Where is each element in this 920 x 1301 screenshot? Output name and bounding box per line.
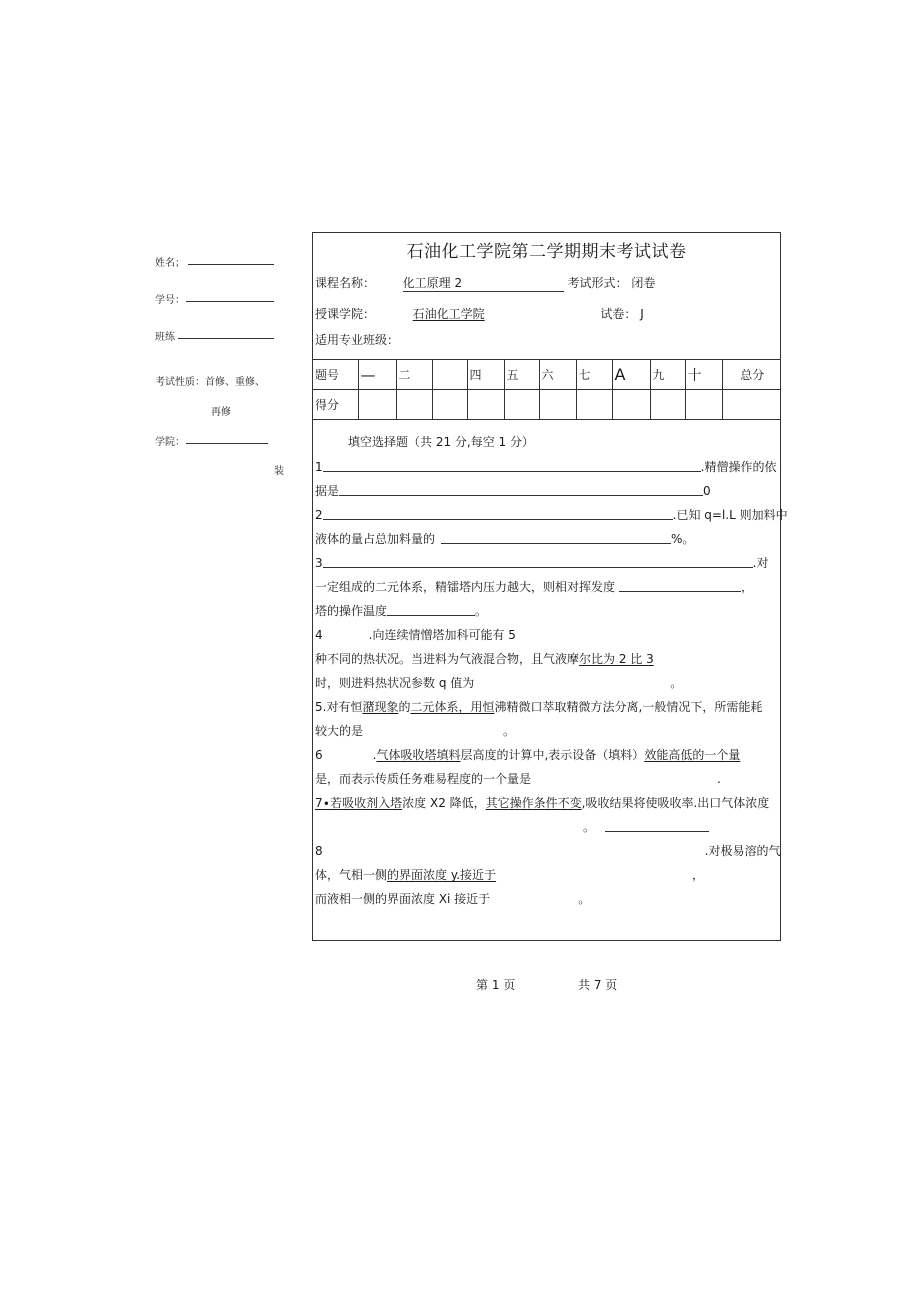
exam-paper-frame xyxy=(312,232,788,941)
question-6: 6 .气体吸收塔填料层高度的计算中,表示设备（填料）效能高低的一个量 xyxy=(315,748,741,762)
teaching-college-value: 石油化工学院 xyxy=(412,307,485,321)
score-cell[interactable] xyxy=(722,390,780,420)
header-cell: 十 xyxy=(685,360,722,390)
score-cell[interactable] xyxy=(539,390,576,420)
score-cell[interactable] xyxy=(432,390,467,420)
exam-type-label: 考试性质：首修、重修、 xyxy=(155,377,265,388)
score-cell[interactable] xyxy=(612,390,650,420)
header-cell: 二 xyxy=(396,360,432,390)
page-total: 共 7 页 xyxy=(578,978,618,992)
header-cell: 七 xyxy=(576,360,612,390)
class-label: 班练 xyxy=(155,332,175,343)
paper-label: 试卷： xyxy=(600,307,637,321)
binding-mark: 装 xyxy=(274,466,284,477)
question-3-line-3: 塔的操作温度 。 xyxy=(315,604,488,618)
student-id-field[interactable] xyxy=(186,301,274,302)
header-cell xyxy=(432,360,467,390)
answer-blank[interactable] xyxy=(323,555,753,568)
header-cell: 六 xyxy=(539,360,576,390)
score-cell[interactable] xyxy=(467,390,504,420)
header-cell: A xyxy=(612,360,650,390)
question-1-line-2: 据是 0 xyxy=(315,484,711,498)
question-4: 4 .向连续情憎塔加科可能有 5 xyxy=(315,628,516,642)
question-2-line-2: 液体的量占总加料量的 %。 xyxy=(315,532,695,546)
course-label: 课程名称： xyxy=(315,276,376,290)
student-id-label: 学号： xyxy=(155,295,185,306)
question-1: 1 .精僧操作的依 xyxy=(315,460,777,474)
score-value-row xyxy=(313,390,780,420)
name-field[interactable] xyxy=(188,264,274,265)
score-cell[interactable] xyxy=(576,390,612,420)
answer-blank[interactable] xyxy=(339,483,703,496)
question-3-line-2: 一定组成的二元体系，精镭塔内压力越大，则相对挥发度 ， xyxy=(315,580,754,594)
question-7: 7∙若吸收剂入塔浓度 X2 降低，其它操作条件不变,吸收结果将使吸收率.出口气体浓度 xyxy=(315,796,770,810)
question-4-line-2: 种不同的热状况。当进料为气液混合物，且气液摩尔比为 2 比 3 xyxy=(315,652,654,666)
answer-blank[interactable] xyxy=(441,531,671,544)
score-cell[interactable] xyxy=(504,390,539,420)
college-row xyxy=(315,305,644,322)
header-cell: 五 xyxy=(504,360,539,390)
header-cell: — xyxy=(358,360,396,390)
college-field[interactable] xyxy=(186,443,268,444)
paper-value: J xyxy=(640,307,644,321)
teaching-college-label: 授课学院： xyxy=(315,307,376,321)
question-5-line-2: 较大的是 。 xyxy=(315,724,516,738)
exam-type-label-2: 再修 xyxy=(211,407,231,418)
course-row xyxy=(315,274,655,292)
question-8-line-3: 而液相一侧的界面浓度 Xi 接近于 。 xyxy=(315,892,591,906)
answer-blank[interactable] xyxy=(619,579,741,592)
answer-blank[interactable] xyxy=(323,459,701,472)
answer-blank[interactable] xyxy=(605,819,709,832)
question-5: 5.对有恒潴现象的二元体系，用恒沸精微口萃取精微方法分离,一般情况下，所需能耗 xyxy=(315,700,763,714)
answer-blank[interactable] xyxy=(323,507,673,520)
score-table xyxy=(313,359,780,420)
question-8-line-2: 体，气相一侧的界面浓度 y.接近于 ， xyxy=(315,868,705,882)
header-cell: 总分 xyxy=(722,360,780,390)
question-2: 2 .已知 q=l.L 则加料中 xyxy=(315,508,788,522)
question-3: 3 .对 xyxy=(315,556,769,570)
score-cell[interactable] xyxy=(685,390,722,420)
header-cell: 题号 xyxy=(313,360,358,390)
header-cell: 九 xyxy=(650,360,685,390)
score-row-label: 得分 xyxy=(313,390,358,420)
score-header-row xyxy=(313,360,780,390)
course-value: 化工原理 2 xyxy=(403,274,564,292)
question-8: 8 .对极易溶的气 xyxy=(315,844,781,858)
major-label: 适用专业班级： xyxy=(315,333,400,347)
question-4-line-3: 时，则进料热状况参数 q 值为 。 xyxy=(315,676,683,690)
class-field[interactable] xyxy=(178,338,274,339)
exam-form-value: 闭卷 xyxy=(631,276,656,290)
section-heading: 填空选择题（共 21 分,每空 1 分） xyxy=(348,435,534,449)
exam-form-label: 考试形式： xyxy=(567,276,628,290)
page-number: 第 1 页 xyxy=(476,978,516,992)
question-6-line-2: 是，而表示传质任务难易程度的一个量是 . xyxy=(315,772,721,786)
college-label: 学院： xyxy=(155,437,185,448)
score-cell[interactable] xyxy=(396,390,432,420)
answer-blank[interactable] xyxy=(387,603,475,616)
score-cell[interactable] xyxy=(650,390,685,420)
name-label: 姓名； xyxy=(155,258,185,269)
score-cell[interactable] xyxy=(358,390,396,420)
exam-title: 石油化工学院第二学期期末考试试卷 xyxy=(406,242,687,262)
header-cell: 四 xyxy=(467,360,504,390)
question-7-line-2: 。 xyxy=(583,818,709,835)
